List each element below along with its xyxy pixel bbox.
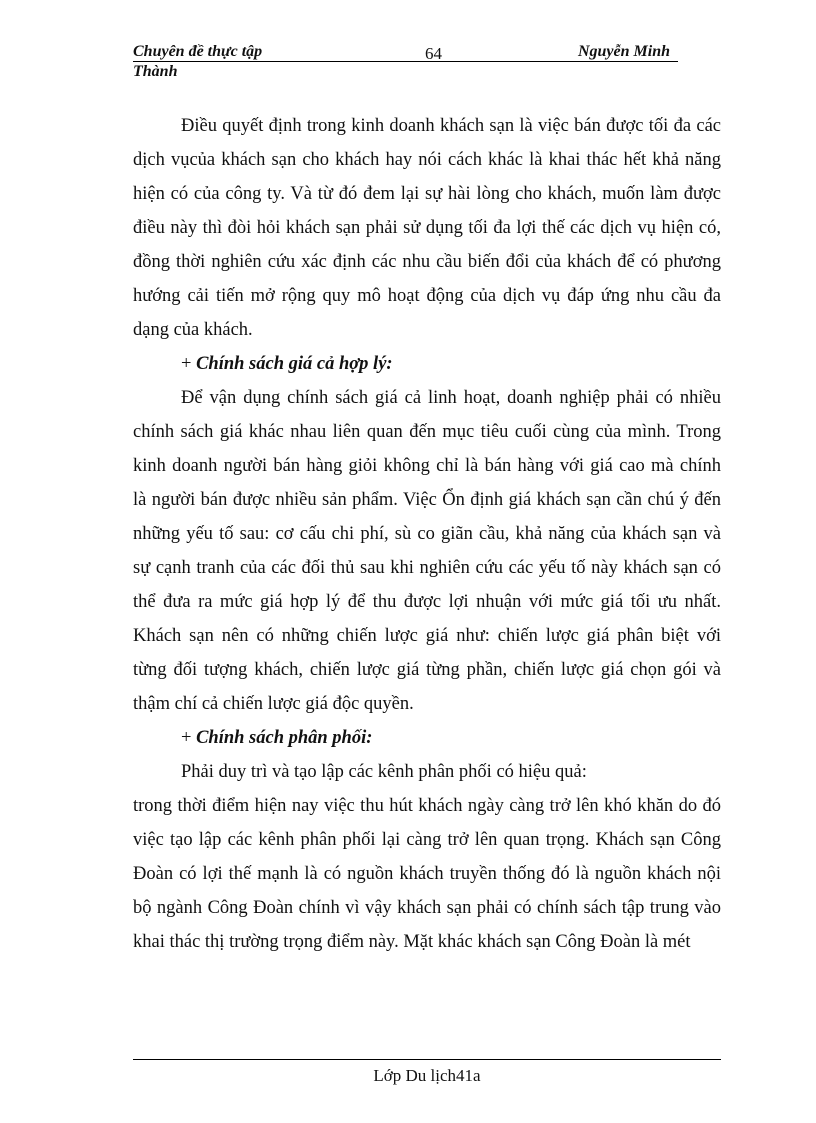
paragraph-line: chính sách giá khác nhau liên quan đến mục tiêu cuối cùng của mình. Trong: [133, 422, 721, 442]
paragraph-line: sự cạnh tranh của các đối thủ sau khi nghiên cứu các yếu tố này khách sạn có: [133, 558, 721, 578]
paragraph-pricing-policy: [133, 381, 721, 721]
paragraph-line: điều này thì đòi hỏi khách sạn phải sử dụng tối đa lợi thế các dịch vụ hiện có,: [133, 218, 721, 238]
section-heading-pricing: [133, 347, 721, 381]
page-body: [133, 109, 721, 959]
paragraph-line: Đoàn có lợi thế mạnh là có nguồn khách truyền thống đó là nguồn khách nội: [133, 864, 721, 884]
paragraph-line: từng đối tượng khách, chiến lược giá từng phần, chiến lược giá chọn gói và: [133, 660, 721, 680]
paragraph-line: hiện có của công ty. Và từ đó đem lại sự hài lòng cho khách, muốn làm được: [133, 184, 721, 204]
paragraph-business-decision: [133, 109, 721, 347]
heading-bullet: +: [181, 728, 192, 748]
header-author: Nguyễn Minh: [577, 43, 670, 60]
page-footer: Lớp Du lịch41a: [373, 1066, 481, 1085]
header-doc-title: Chuyên đề thực tập: [133, 43, 263, 60]
paragraph-line: Khách sạn nên có những chiến lược giá như: chiến lược giá phân biệt với: [133, 626, 721, 646]
paragraph-line: thậm chí cả chiến lược giá độc quyền.: [133, 694, 414, 714]
paragraph-line: thể đưa ra mức giá hợp lý để thu được lợi nhuận với mức giá tối ưu nhất.: [133, 592, 721, 612]
paragraph-distribution-policy: [133, 755, 721, 959]
heading-title: Chính sách giá cả hợp lý:: [196, 354, 393, 374]
page-header: [133, 42, 678, 82]
paragraph-line: là người bán được nhiều sản phẩm. Việc Ổn định giá khách sạn cần chú ý đến: [133, 490, 721, 510]
footer-rule: [133, 1059, 721, 1060]
section-heading-distribution: [133, 721, 721, 755]
paragraph-line: dạng của khách.: [133, 320, 253, 340]
paragraph-line: kinh doanh người bán hàng giỏi không chỉ là bán hàng với giá cao mà chính: [133, 456, 721, 476]
paragraph-line: trong thời điểm hiện nay việc thu hút khách ngày càng trở lên khó khăn do đó: [133, 796, 721, 816]
heading-bullet: +: [181, 354, 192, 374]
paragraph-line: việc tạo lập các kênh phân phối lại càng trở lên quan trọng. Khách sạn Công: [133, 830, 721, 850]
paragraph-line: những yếu tố sau: cơ cấu chi phí, sù co giãn cầu, khả năng của khách sạn và: [133, 524, 721, 544]
paragraph-line: khai thác thị trường trọng điểm này. Mặt khác khách sạn Công Đoàn là mét: [133, 932, 691, 952]
paragraph-line: hướng cải tiến mở rộng quy mô hoạt động của dịch vụ đáp ứng nhu cầu đa: [133, 286, 721, 306]
paragraph-line: dịch vụcủa khách sạn cho khách hay nói cách khác là khai thác hết khả năng: [133, 150, 721, 170]
header-page-number: 64: [425, 44, 442, 63]
heading-title: Chính sách phân phối:: [196, 728, 373, 748]
paragraph-line: Phải duy trì và tạo lập các kênh phân phối có hiệu quả:: [181, 762, 587, 782]
header-rule: [133, 61, 678, 62]
paragraph-line: Điều quyết định trong kinh doanh khách sạn là việc bán được tối đa các: [181, 116, 721, 136]
header-author-continuation: Thành: [133, 63, 178, 80]
paragraph-line: đồng thời nghiên cứu xác định các nhu cầu biến đổi của khách để có phương: [133, 252, 721, 272]
paragraph-line: bộ ngành Công Đoàn chính vì vậy khách sạn phải có chính sách tập trung vào: [133, 898, 721, 918]
paragraph-line: Để vận dụng chính sách giá cả linh hoạt, doanh nghiệp phải có nhiều: [181, 388, 721, 408]
